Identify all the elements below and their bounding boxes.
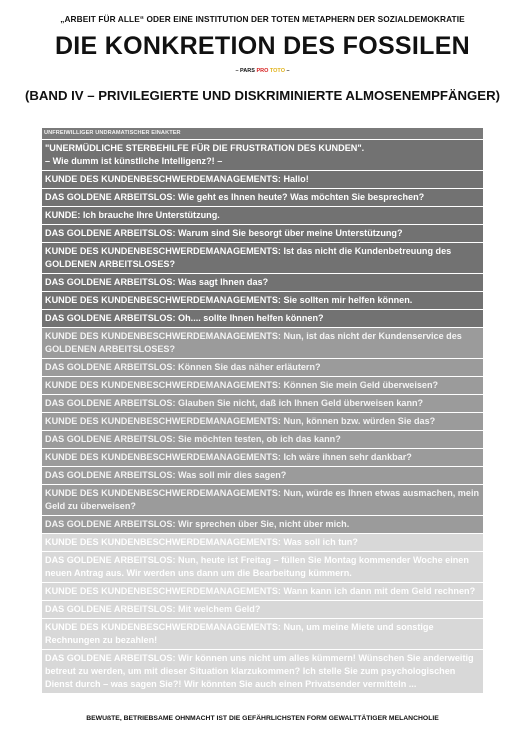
dialogue-line: DAS GOLDENE ARBEITSLOS: Wie geht es Ihnen heute? Was möchten Sie besprechen? xyxy=(42,189,483,206)
dialogue-line: KUNDE DES KUNDENBESCHWERDEMANAGEMENTS: Wann kann ich dann mit dem Geld rechnen? xyxy=(42,583,483,600)
dialogue-line: DAS GOLDENE ARBEITSLOS: Nun, heute ist Freitag – füllen Sie Montag kommender Woche einen neuen Antrag aus. Wir werden uns dann um die Bearbeitung kümmern. xyxy=(42,552,483,582)
script-intro: "UNERMÜDLICHE STERBEHILFE FÜR DIE FRUSTRATION DES KUNDEN". – Wie dumm ist künstliche Intelligenz?! – xyxy=(42,140,483,170)
dialogue-line: DAS GOLDENE ARBEITSLOS: Glauben Sie nicht, daß ich Ihnen Geld überweisen kann? xyxy=(42,395,483,412)
dialogue-line: KUNDE DES KUNDENBESCHWERDEMANAGEMENTS: Sie sollten mir helfen können. xyxy=(42,292,483,309)
dialogue-line: KUNDE DES KUNDENBESCHWERDEMANAGEMENTS: Nun, können bzw. würden Sie das? xyxy=(42,413,483,430)
volume-heading: (BAND IV – PRIVILEGIERTE UND DISKRIMINIERTE ALMOSENEMPFÄNGER) xyxy=(24,88,501,103)
document-title: DIE KONKRETION DES FOSSILEN xyxy=(54,32,471,60)
dialogue-line: DAS GOLDENE ARBEITSLOS: Was soll mir dies sagen? xyxy=(42,467,483,484)
pars-suffix: – xyxy=(284,68,290,74)
dialogue-line: DAS GOLDENE ARBEITSLOS: Wir sprechen über Sie, nicht über mich. xyxy=(42,516,483,533)
dialogue-line: KUNDE DES KUNDENBESCHWERDEMANAGEMENTS: Nun, würde es Ihnen etwas ausmachen, mein Geld zu überweisen? xyxy=(42,485,483,515)
dialogue-lines xyxy=(42,171,483,693)
dialogue-line: DAS GOLDENE ARBEITSLOS: Wir können uns nicht um alles kümmern! Wünschen Sie anderweitig betreut zu werden, um mit dieser Situation klarzukommen? Ich stelle Sie zum psychologischen Dienst durch – was sagen Sie?! Wir könnten Sie auch einen Privatsender vermitteln ... xyxy=(42,650,483,693)
dialogue-line: DAS GOLDENE ARBEITSLOS: Was sagt Ihnen das? xyxy=(42,274,483,291)
dialogue-line: DAS GOLDENE ARBEITSLOS: Sie möchten testen, ob ich das kann? xyxy=(42,431,483,448)
pars-toto: TOTO xyxy=(269,68,285,74)
series-heading: „ARBEIT FÜR ALLE“ ODER EINE INSTITUTION DER TOTEN METAPHERN DER SOZIALDEMOKRATIE xyxy=(60,14,465,24)
dialogue-script xyxy=(42,128,483,693)
dialogue-line: KUNDE DES KUNDENBESCHWERDEMANAGEMENTS: Ist das nicht die Kundenbetreuung des GOLDENEN ARBEITSLOSES? xyxy=(42,243,483,273)
pars-prefix: – PARS xyxy=(235,68,257,74)
pars-pro: PRO xyxy=(256,68,269,74)
dialogue-line: DAS GOLDENE ARBEITSLOS: Warum sind Sie besorgt über meine Unterstützung? xyxy=(42,225,483,242)
dialogue-line: DAS GOLDENE ARBEITSLOS: Oh.... sollte Ihnen helfen können? xyxy=(42,310,483,327)
dialogue-line: DAS GOLDENE ARBEITSLOS: Mit welchem Geld? xyxy=(42,601,483,618)
footer-motto: BEWUßTE, BETRIEBSAME OHNMACHT IST DIE GEFÄHRLICHSTEN FORM GEWALTTÄTIGER MELANCHOLIE xyxy=(86,715,439,722)
dialogue-line: KUNDE DES KUNDENBESCHWERDEMANAGEMENTS: Ich wäre ihnen sehr dankbar? xyxy=(42,449,483,466)
dialogue-line: KUNDE DES KUNDENBESCHWERDEMANAGEMENTS: Hallo! xyxy=(42,171,483,188)
dialogue-line: KUNDE DES KUNDENBESCHWERDEMANAGEMENTS: Was soll ich tun? xyxy=(42,534,483,551)
dialogue-line: DAS GOLDENE ARBEITSLOS: Können Sie das näher erläutern? xyxy=(42,359,483,376)
dialogue-line: KUNDE DES KUNDENBESCHWERDEMANAGEMENTS: Nun, um meine Miete und sonstige Rechnungen zu bezahlen! xyxy=(42,619,483,649)
dialogue-line: KUNDE DES KUNDENBESCHWERDEMANAGEMENTS: Können Sie mein Geld überweisen? xyxy=(42,377,483,394)
dialogue-line: KUNDE: Ich brauche Ihre Unterstützung. xyxy=(42,207,483,224)
pars-pro-toto xyxy=(0,68,525,74)
dialogue-line: KUNDE DES KUNDENBESCHWERDEMANAGEMENTS: Nun, ist das nicht der Kundenservice des GOLDENEN ARBEITSLOSES? xyxy=(42,328,483,358)
script-subtitle: UNFREIWILLIGER UNDRAMATISCHER EINAKTER xyxy=(42,128,483,139)
